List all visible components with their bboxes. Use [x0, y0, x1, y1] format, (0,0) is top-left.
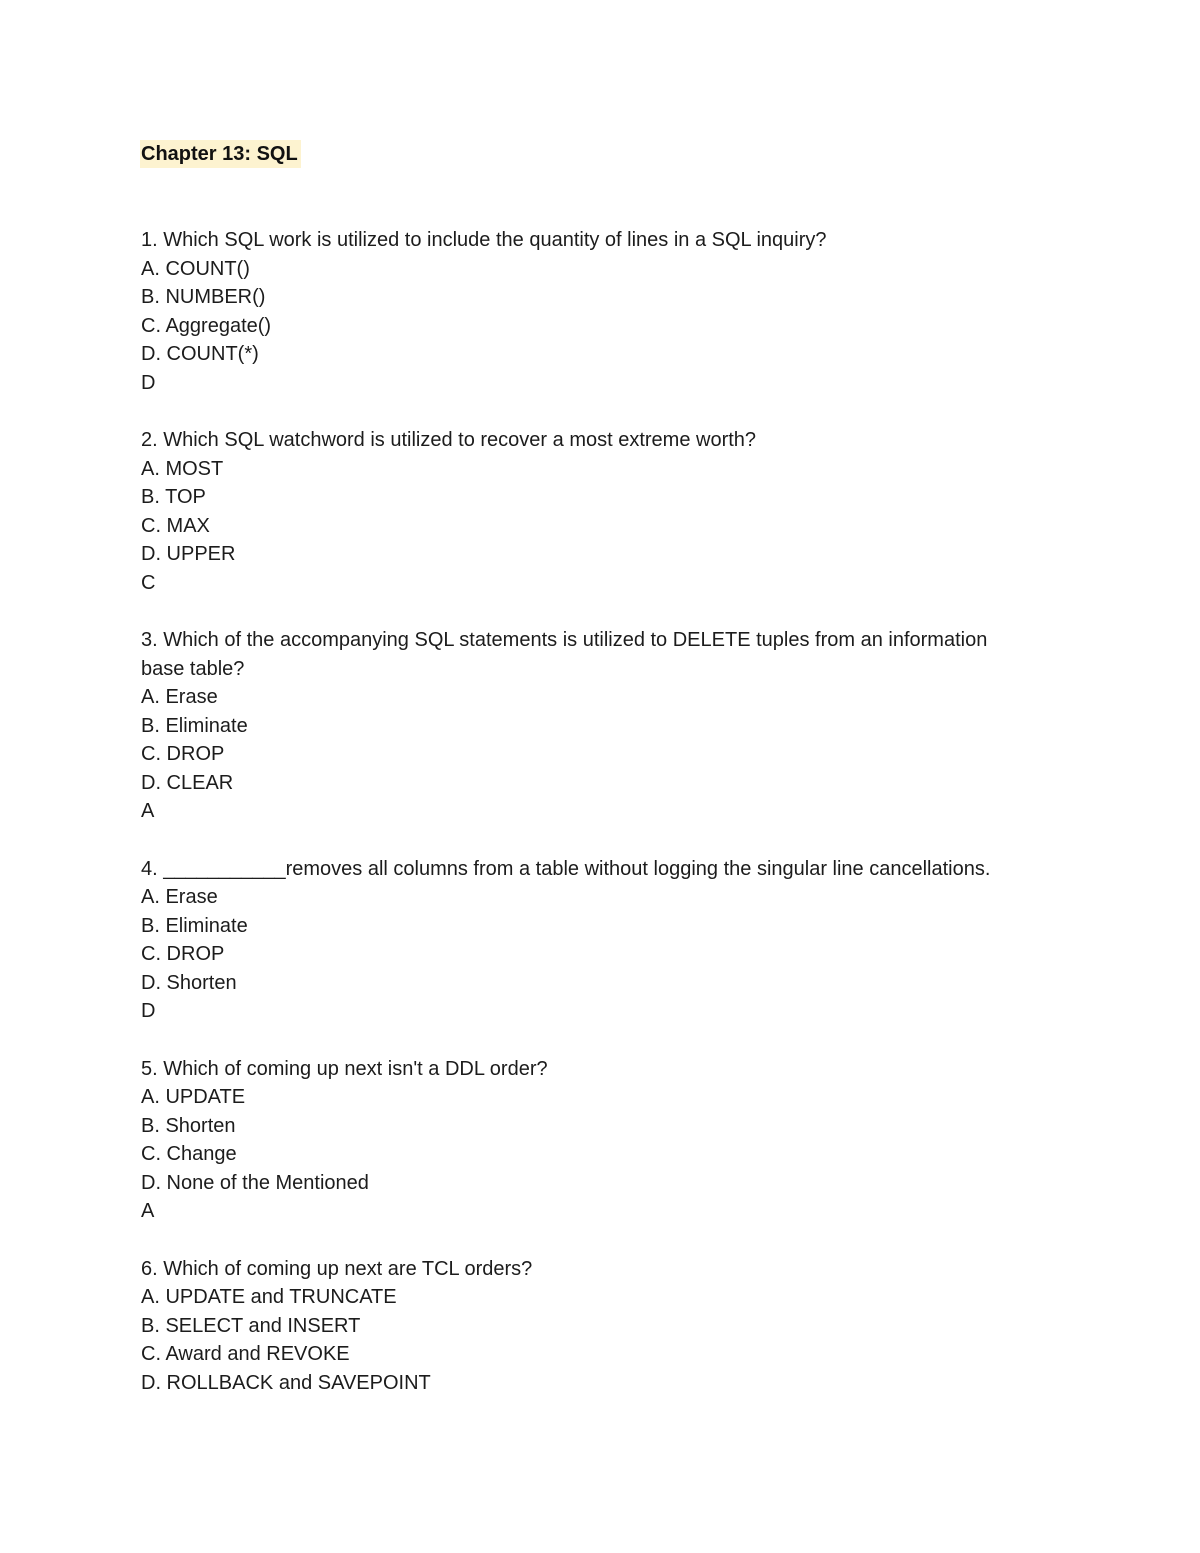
option-b: B. Shorten [141, 1114, 236, 1137]
answer: D [141, 371, 156, 394]
document-content [141, 140, 1081, 1426]
question-list [141, 226, 1081, 1397]
option-d: D. CLEAR [141, 771, 234, 794]
question-text-line-1: 3. Which of the accompanying SQL statements is utilized to DELETE tuples from an information [141, 629, 988, 651]
option-a: A. Erase [141, 886, 218, 908]
option-b: B. Eliminate [141, 714, 248, 737]
answer: A [141, 1200, 155, 1222]
question-text: 2. Which SQL watchword is utilized to recover a most extreme worth? [141, 429, 757, 451]
question-text: 1. Which SQL work is utilized to include the quantity of lines in a SQL inquiry? [141, 229, 827, 251]
option-c: C. DROP [141, 743, 225, 765]
question-text: 4. ___________removes all columns from a table without logging the singular line cancellations. [141, 857, 991, 880]
option-b: B. SELECT and INSERT [141, 1314, 361, 1337]
answer: D [141, 1000, 156, 1022]
question-text: 6. Which of coming up next are TCL orders? [141, 1257, 533, 1280]
option-c: C. Aggregate() [141, 314, 272, 337]
option-c: C. Change [141, 1143, 237, 1165]
option-d: D. UPPER [141, 543, 236, 565]
option-c: C. MAX [141, 514, 210, 537]
option-a: A. COUNT() [141, 257, 250, 280]
option-a: A. UPDATE and TRUNCATE [141, 1286, 397, 1308]
option-a: A. UPDATE [141, 1086, 246, 1108]
option-d: D. COUNT(*) [141, 343, 259, 365]
answer: C [141, 571, 156, 594]
option-b: B. NUMBER() [141, 286, 266, 308]
answer: A [141, 800, 155, 822]
question-4 [141, 855, 1081, 1026]
question-1 [141, 226, 1081, 397]
chapter-title: Chapter 13: SQL [140, 140, 301, 168]
option-d: D. Shorten [141, 971, 237, 994]
option-c: C. Award and REVOKE [141, 1343, 350, 1365]
question-3 [141, 626, 1081, 826]
option-a: A. Erase [141, 686, 218, 708]
option-b: B. TOP [141, 486, 206, 508]
question-2 [141, 426, 1081, 597]
option-d: D. None of the Mentioned [141, 1171, 369, 1194]
question-text-line-2: base table? [141, 657, 245, 680]
option-d: D. ROLLBACK and SAVEPOINT [141, 1371, 431, 1394]
question-text: 5. Which of coming up next isn't a DDL order? [141, 1057, 548, 1080]
option-a: A. MOST [141, 457, 224, 480]
question-5 [141, 1055, 1081, 1226]
option-c: C. DROP [141, 943, 225, 965]
option-b: B. Eliminate [141, 914, 248, 937]
question-6 [141, 1255, 1081, 1398]
